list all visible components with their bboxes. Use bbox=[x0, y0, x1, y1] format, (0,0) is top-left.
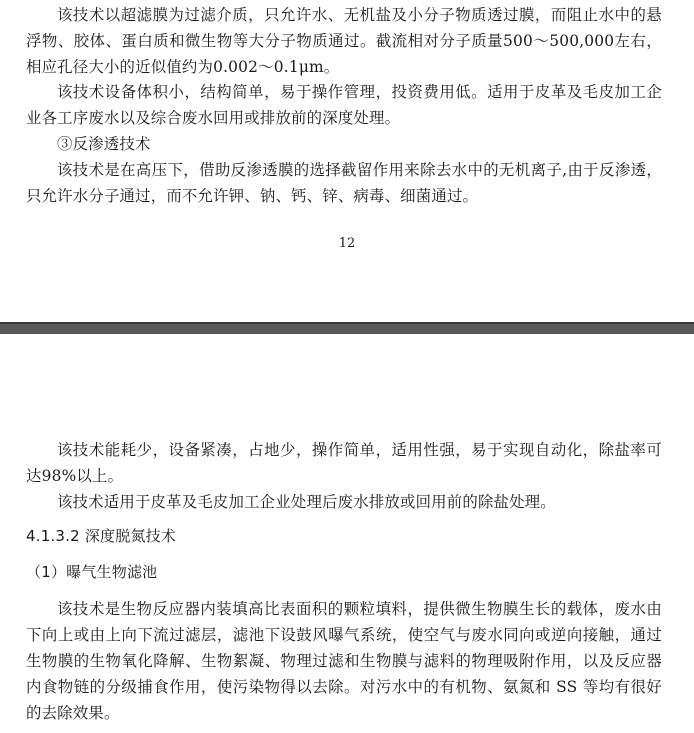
page-bottom-content bbox=[26, 438, 662, 726]
paragraph-biological-aerated-filter-description: 该技术是生物反应器内装填高比表面积的颗粒填料，提供微生物膜生长的载体，废水由下向上或由上向下流过滤层，滤池下设鼓风曝气系统，使空气与废水同向或逆向接触，通过生物膜的生物氧化降解、生物絮凝、物理过滤和生物膜与滤料的物理吸附作用，以及反应器内食物链的分级捕食作用，使污染物得以去除。对污水中的有机物、氨氮和 SS 等均有很好的去除效果。 bbox=[26, 600, 662, 722]
subsection-heading-biological-aerated-filter: （1）曝气生物滤池 bbox=[26, 563, 158, 582]
page-top-content bbox=[26, 3, 662, 209]
page-break-divider bbox=[0, 322, 694, 334]
document-page-top bbox=[0, 0, 694, 322]
heading-reverse-osmosis: ③反渗透技术 bbox=[57, 134, 151, 153]
paragraph-reverse-osmosis-application: 该技术适用于皮革及毛皮加工企业处理后废水排放或回用前的除盐处理。 bbox=[57, 492, 556, 511]
section-heading-deep-denitrification: 4.1.3.2 深度脱氮技术 bbox=[26, 527, 177, 546]
page-number: 12 bbox=[338, 236, 356, 251]
document-page-bottom bbox=[0, 334, 694, 733]
paragraph-reverse-osmosis-advantages: 该技术能耗少，设备紧凑，占地少，操作简单，适用性强，易于实现自动化，除盐率可达98%以上。 bbox=[26, 441, 662, 485]
paragraph-ultrafiltration-description: 该技术以超滤膜为过滤介质，只允许水、无机盐及小分子物质透过膜，而阻止水中的悬浮物、胶体、蛋白质和微生物等大分子物质通过。截流相对分子质量500～500,000左右，相应孔径大小的近似值约为0.002～0.1μm。 bbox=[26, 6, 662, 76]
paragraph-ultrafiltration-application: 该技术设备体积小，结构简单，易于操作管理，投资费用低。适用于皮革及毛皮加工企业各工序废水以及综合废水回用或排放前的深度处理。 bbox=[26, 83, 662, 128]
paragraph-reverse-osmosis-description: 该技术是在高压下，借助反渗透膜的选择截留作用来除去水中的无机离子,由于反渗透，只允许水分子通过，而不允许钾、钠、钙、锌、病毒、细菌通过。 bbox=[26, 160, 662, 205]
